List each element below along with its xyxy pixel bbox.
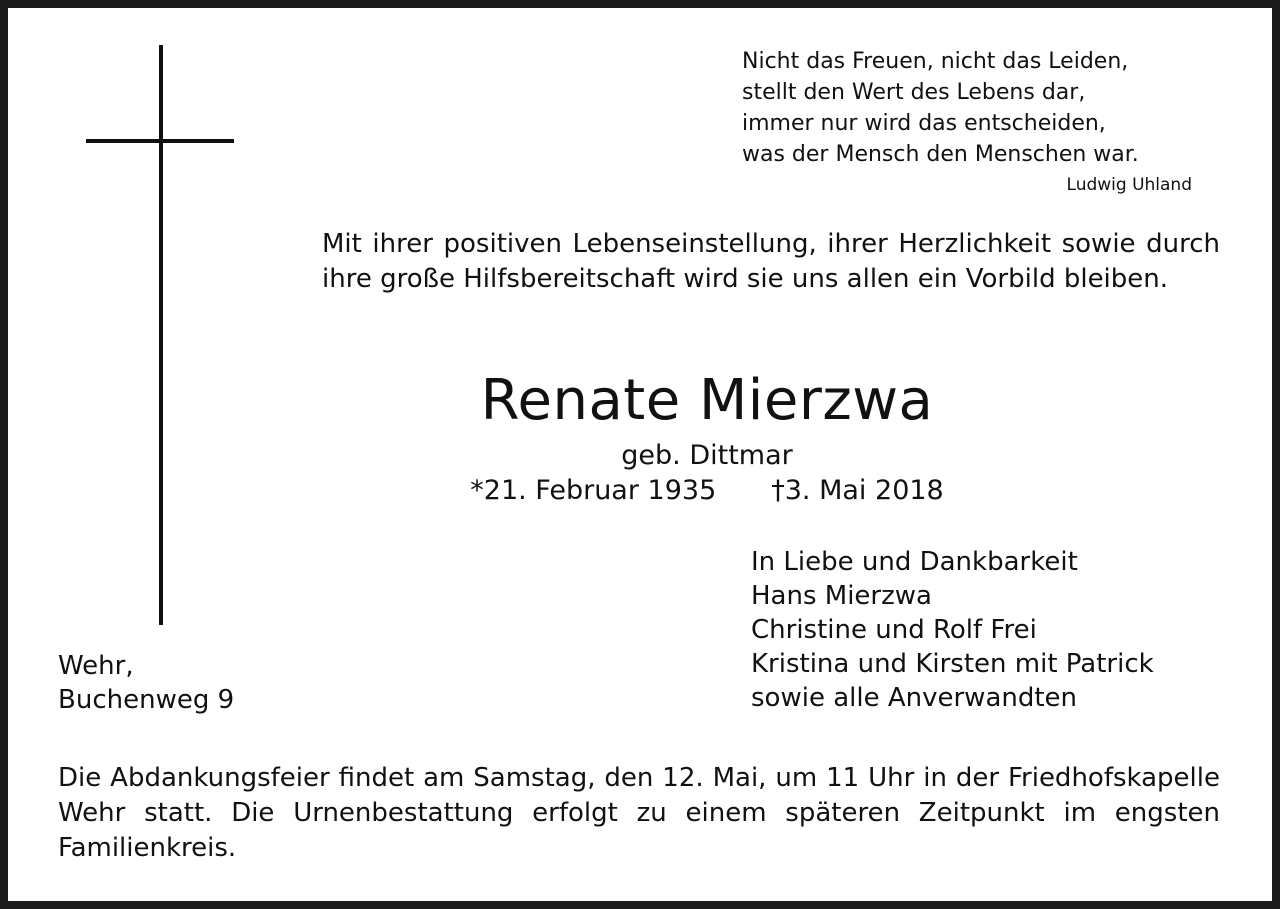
deceased-block bbox=[322, 363, 1092, 509]
mourner-line: sowie alle Anverwandten bbox=[751, 683, 1078, 713]
cross-vertical-bar bbox=[159, 45, 163, 625]
birth-date: *21. Februar 1935 bbox=[470, 475, 717, 506]
mourners-list bbox=[751, 545, 1231, 715]
ceremony-text: Die Abdankungsfeier findet am Samstag, den 12. Mai, um 11 Uhr in der Friedhofskapelle Wehr statt. Die Urnenbestattung erfolgt zu einem späteren Zeitpunkt im engsten Familienkreis. bbox=[58, 763, 1220, 863]
deceased-name: Renate Mierzwa bbox=[480, 368, 934, 433]
poem-line: immer nur wird das entscheiden, bbox=[742, 111, 1106, 136]
tribute-text: Mit ihrer positiven Lebenseinstellung, ihrer Herzlichkeit sowie durch ihre große Hilfsbereitschaft wird sie uns allen ein Vorbild bleiben. bbox=[322, 229, 1220, 294]
address-block bbox=[58, 649, 358, 717]
address-city: Wehr, bbox=[58, 651, 134, 681]
mourner-line: Kristina und Kirsten mit Patrick bbox=[751, 649, 1154, 679]
death-date: †3. Mai 2018 bbox=[771, 475, 944, 506]
life-dates bbox=[322, 473, 1092, 509]
mourner-line: Christine und Rolf Frei bbox=[751, 615, 1037, 645]
poem-line: Nicht das Freuen, nicht das Leiden, bbox=[742, 49, 1129, 74]
mourner-line: In Liebe und Dankbarkeit bbox=[751, 547, 1078, 577]
cross-horizontal-bar bbox=[86, 139, 234, 143]
poem-line: stellt den Wert des Lebens dar, bbox=[742, 80, 1086, 105]
mourner-line: Hans Mierzwa bbox=[751, 581, 932, 611]
poem-author: Ludwig Uhland bbox=[1066, 175, 1192, 195]
maiden-name: geb. Dittmar bbox=[621, 440, 793, 471]
poem-quote bbox=[742, 46, 1222, 198]
poem-line: was der Mensch den Menschen war. bbox=[742, 142, 1139, 167]
address-street: Buchenweg 9 bbox=[58, 685, 235, 715]
